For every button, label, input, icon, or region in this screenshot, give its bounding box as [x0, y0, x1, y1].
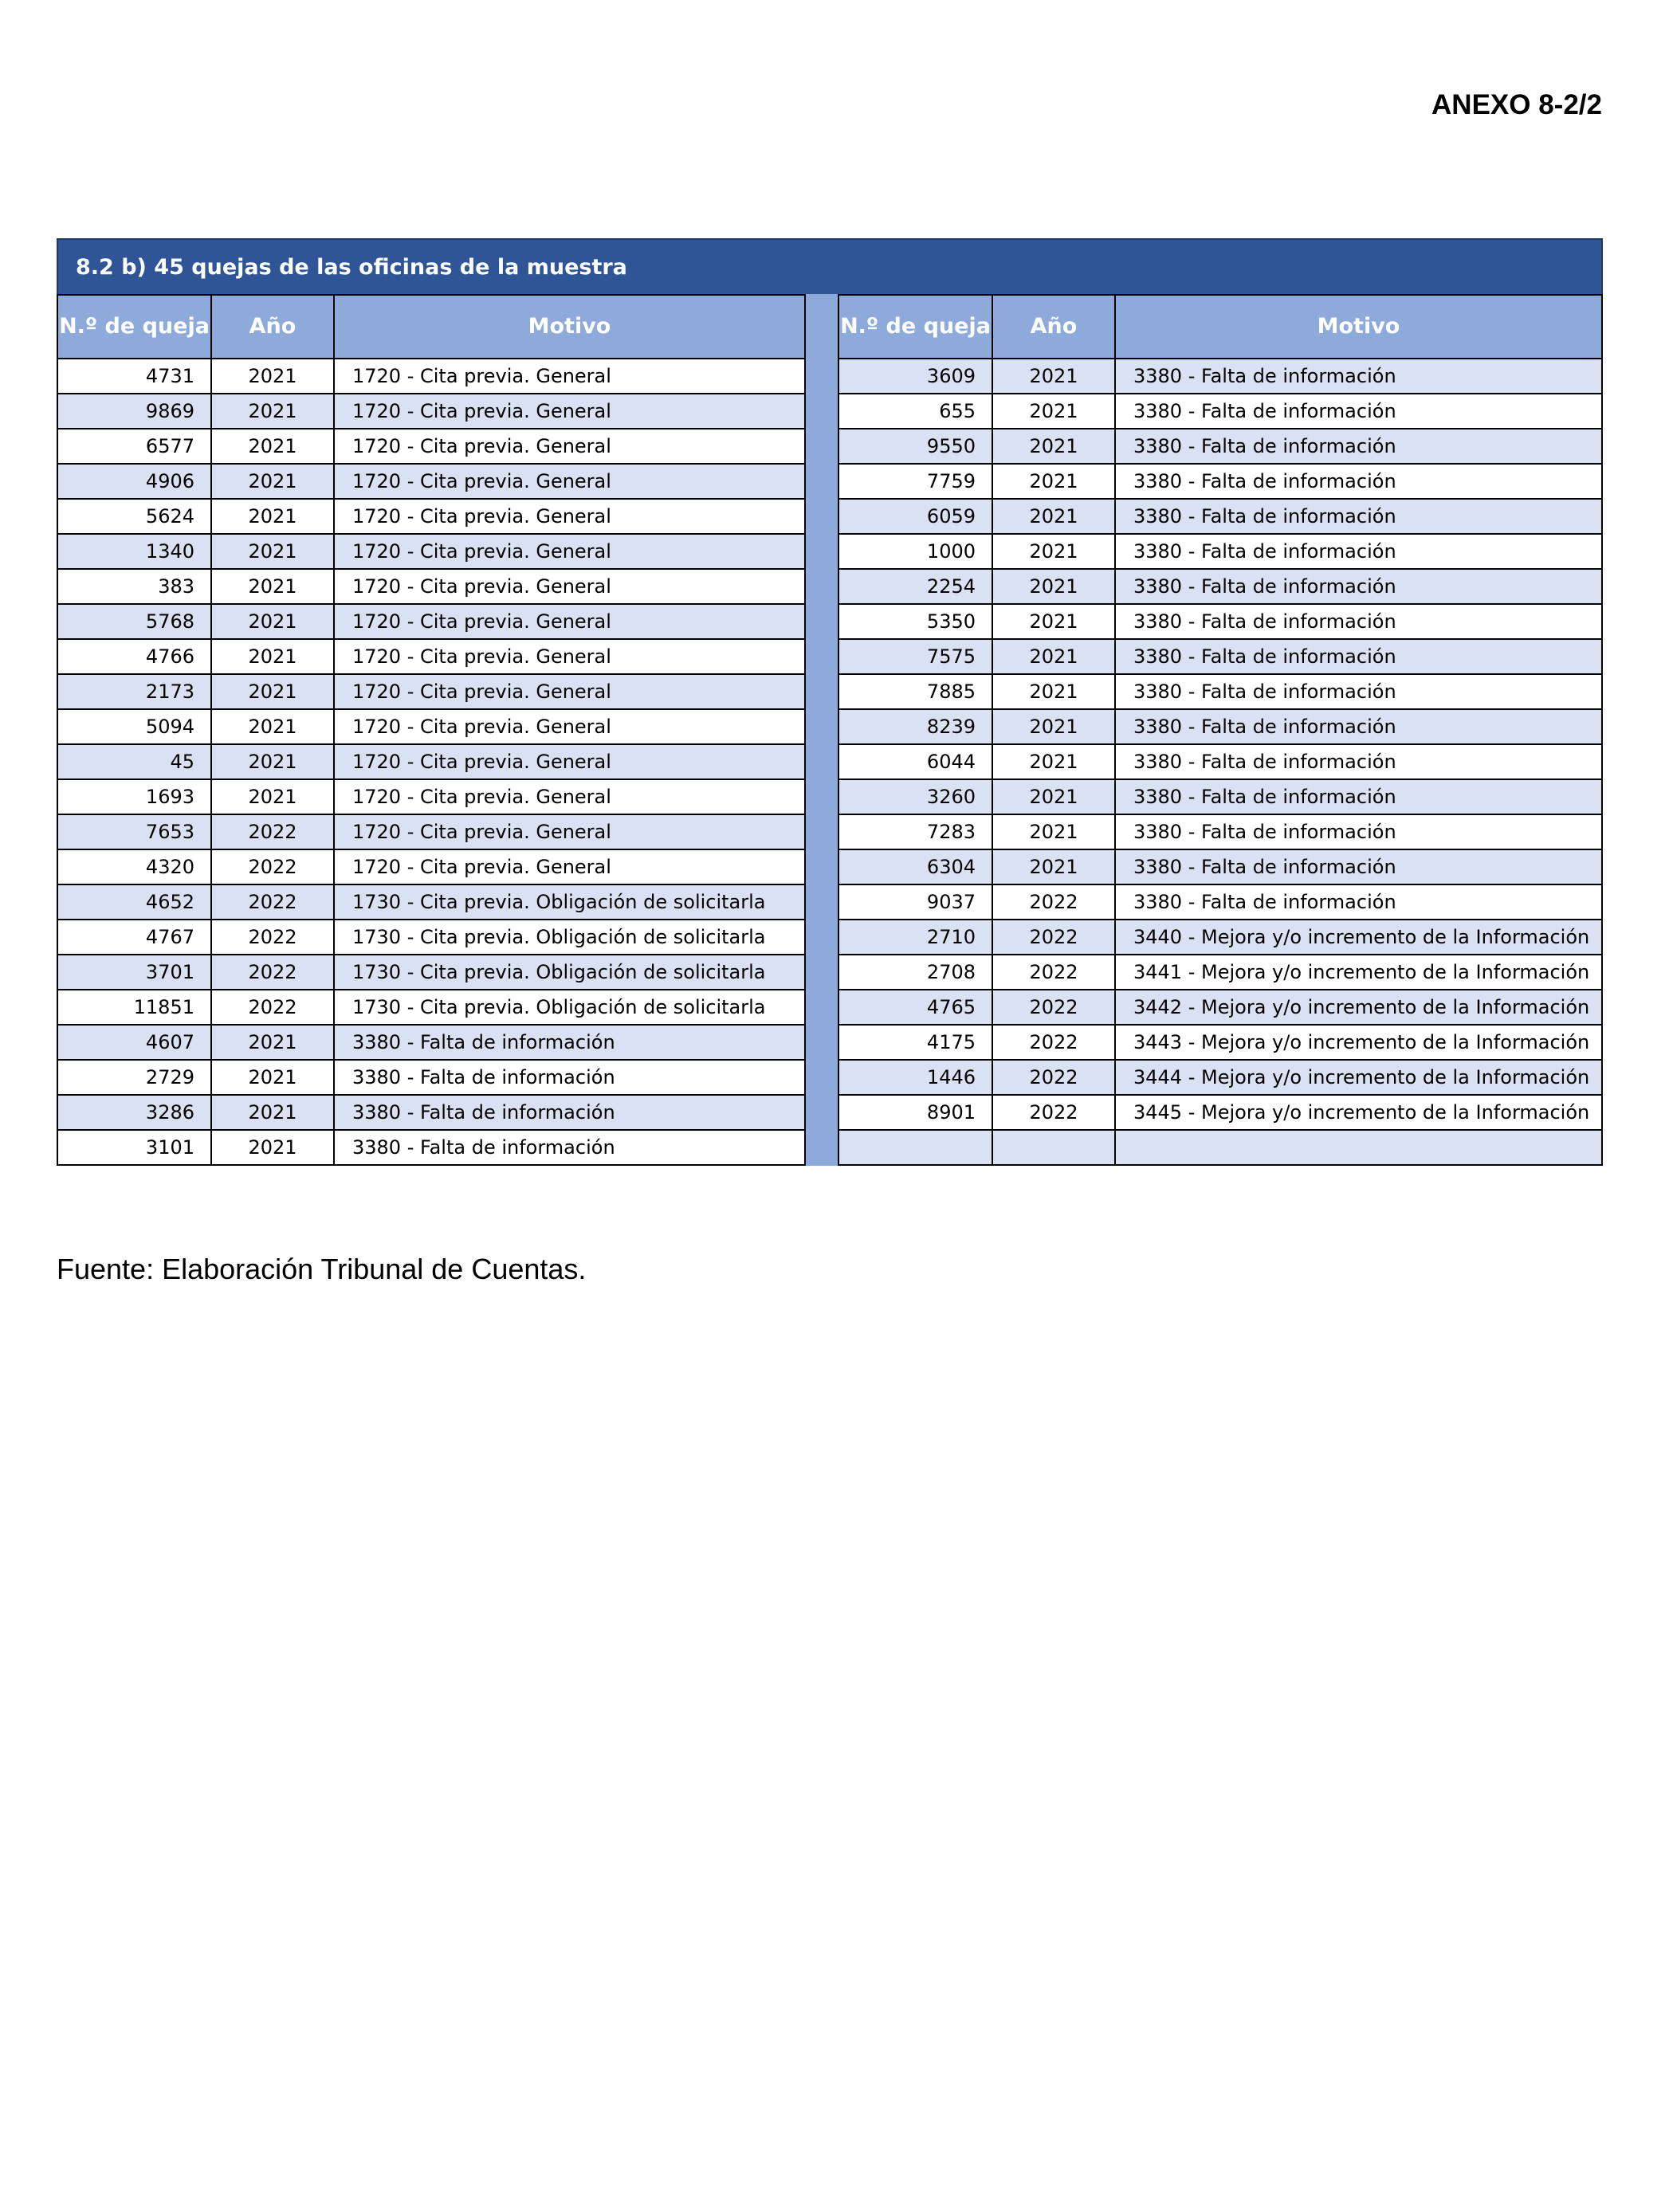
- table-row: [57, 849, 805, 884]
- complaint-year: 2021: [992, 534, 1115, 569]
- complaint-reason: 3380 - Falta de información: [334, 1060, 805, 1095]
- complaint-number: 4765: [838, 990, 992, 1025]
- complaint-reason: 1730 - Cita previa. Obligación de solicitarla: [334, 920, 805, 955]
- complaint-year: 2021: [992, 709, 1115, 744]
- complaint-reason: 1720 - Cita previa. General: [334, 464, 805, 499]
- complaint-reason: 3380 - Falta de información: [1115, 674, 1602, 709]
- complaint-reason: 3380 - Falta de información: [1115, 499, 1602, 534]
- complaint-year: 2021: [211, 779, 334, 814]
- complaint-year: 2021: [211, 1095, 334, 1130]
- complaint-number: 5350: [838, 604, 992, 639]
- table-row: [838, 744, 1602, 779]
- complaint-number: 1446: [838, 1060, 992, 1095]
- complaint-reason: 3380 - Falta de información: [1115, 604, 1602, 639]
- header-reason: Motivo: [1115, 295, 1602, 359]
- complaint-reason: 3380 - Falta de información: [334, 1130, 805, 1165]
- complaint-reason: 1720 - Cita previa. General: [334, 744, 805, 779]
- complaint-reason: 3380 - Falta de información: [1115, 884, 1602, 920]
- table-row: [57, 534, 805, 569]
- complaint-number: 9869: [57, 394, 211, 429]
- complaint-number: 2708: [838, 955, 992, 990]
- table-row: [57, 1060, 805, 1095]
- complaint-number: 9550: [838, 429, 992, 464]
- complaint-number: 6304: [838, 849, 992, 884]
- complaint-year: 2021: [992, 744, 1115, 779]
- complaint-year: [992, 1130, 1115, 1165]
- complaint-year: 2022: [992, 1025, 1115, 1060]
- complaint-number: 3286: [57, 1095, 211, 1130]
- complaint-reason: 1720 - Cita previa. General: [334, 709, 805, 744]
- header-year: Año: [211, 295, 334, 359]
- header-number: N.º de queja: [838, 295, 992, 359]
- complaint-number: 6059: [838, 499, 992, 534]
- complaint-year: 2022: [992, 920, 1115, 955]
- complaint-reason: 1720 - Cita previa. General: [334, 604, 805, 639]
- complaint-number: 4767: [57, 920, 211, 955]
- complaint-reason: 3445 - Mejora y/o incremento de la Información: [1115, 1095, 1602, 1130]
- complaint-year: 2021: [992, 674, 1115, 709]
- table-row: [57, 394, 805, 429]
- complaint-number: 7759: [838, 464, 992, 499]
- complaint-year: 2021: [211, 674, 334, 709]
- complaint-year: 2021: [211, 429, 334, 464]
- complaint-reason: 3380 - Falta de información: [1115, 849, 1602, 884]
- complaint-reason: 3380 - Falta de información: [1115, 394, 1602, 429]
- complaint-year: 2021: [992, 639, 1115, 674]
- left-table: [57, 294, 806, 1166]
- complaint-reason: 3443 - Mejora y/o incremento de la Información: [1115, 1025, 1602, 1060]
- table-row: [838, 464, 1602, 499]
- table-title: 8.2 b) 45 quejas de las oficinas de la muestra: [57, 238, 1603, 294]
- table-row: [838, 814, 1602, 849]
- table-row: [57, 1130, 805, 1165]
- table-row: [57, 674, 805, 709]
- table-row: [57, 920, 805, 955]
- complaint-year: 2021: [992, 814, 1115, 849]
- right-body: [838, 359, 1602, 1165]
- complaint-reason: 3380 - Falta de información: [1115, 779, 1602, 814]
- complaint-reason: 1720 - Cita previa. General: [334, 394, 805, 429]
- complaint-reason: 3380 - Falta de información: [334, 1025, 805, 1060]
- complaint-reason: 3380 - Falta de información: [1115, 814, 1602, 849]
- complaint-number: 655: [838, 394, 992, 429]
- table-row: [57, 709, 805, 744]
- complaint-reason: 3380 - Falta de información: [1115, 464, 1602, 499]
- complaint-reason: 3441 - Mejora y/o incremento de la Información: [1115, 955, 1602, 990]
- complaint-reason: 1720 - Cita previa. General: [334, 569, 805, 604]
- complaint-number: 3609: [838, 359, 992, 394]
- right-table: [838, 294, 1603, 1166]
- complaint-year: 2021: [211, 464, 334, 499]
- header-number: N.º de queja: [57, 295, 211, 359]
- column-separator: [806, 294, 838, 1166]
- complaint-year: 2021: [992, 604, 1115, 639]
- table-row: [838, 359, 1602, 394]
- complaint-number: 3101: [57, 1130, 211, 1165]
- complaint-reason: 3380 - Falta de información: [1115, 639, 1602, 674]
- complaints-table: [57, 238, 1603, 1166]
- table-row: [838, 394, 1602, 429]
- table-row: [57, 779, 805, 814]
- table-row: [838, 1060, 1602, 1095]
- complaint-number: 7885: [838, 674, 992, 709]
- complaint-year: 2022: [992, 955, 1115, 990]
- complaint-reason: 1720 - Cita previa. General: [334, 359, 805, 394]
- complaint-number: 4652: [57, 884, 211, 920]
- complaint-number: 4906: [57, 464, 211, 499]
- complaint-reason: 1720 - Cita previa. General: [334, 849, 805, 884]
- complaint-year: 2021: [992, 464, 1115, 499]
- complaint-reason: 1720 - Cita previa. General: [334, 499, 805, 534]
- complaint-year: 2022: [211, 884, 334, 920]
- complaint-year: 2021: [992, 359, 1115, 394]
- complaint-number: 6577: [57, 429, 211, 464]
- complaint-year: 2022: [992, 1095, 1115, 1130]
- complaint-year: 2022: [211, 920, 334, 955]
- table-row: [838, 1095, 1602, 1130]
- table-row: [57, 884, 805, 920]
- complaint-year: 2021: [211, 569, 334, 604]
- complaint-year: 2021: [211, 1025, 334, 1060]
- table-row: [838, 674, 1602, 709]
- complaint-year: 2022: [992, 1060, 1115, 1095]
- complaint-year: 2022: [992, 884, 1115, 920]
- table-row: [57, 814, 805, 849]
- complaint-reason: 1720 - Cita previa. General: [334, 674, 805, 709]
- complaint-number: 4607: [57, 1025, 211, 1060]
- header-reason: Motivo: [334, 295, 805, 359]
- complaint-number: 8901: [838, 1095, 992, 1130]
- complaint-reason: 3380 - Falta de información: [1115, 709, 1602, 744]
- complaint-number: 1000: [838, 534, 992, 569]
- complaint-number: 3260: [838, 779, 992, 814]
- table-row: [838, 849, 1602, 884]
- complaint-number: 2729: [57, 1060, 211, 1095]
- complaint-year: 2021: [211, 1060, 334, 1095]
- complaint-year: 2021: [211, 744, 334, 779]
- table-row: [57, 744, 805, 779]
- left-body: [57, 359, 805, 1165]
- complaint-number: 4320: [57, 849, 211, 884]
- complaint-year: 2022: [211, 814, 334, 849]
- complaint-reason: 3380 - Falta de información: [1115, 534, 1602, 569]
- complaint-year: 2021: [211, 394, 334, 429]
- complaint-number: 3701: [57, 955, 211, 990]
- table-row: [838, 920, 1602, 955]
- complaint-number: 2173: [57, 674, 211, 709]
- complaint-reason: 1730 - Cita previa. Obligación de solicitarla: [334, 955, 805, 990]
- table-row: [57, 359, 805, 394]
- complaint-reason: 1720 - Cita previa. General: [334, 639, 805, 674]
- complaint-reason: 1730 - Cita previa. Obligación de solicitarla: [334, 990, 805, 1025]
- complaint-reason: 3380 - Falta de información: [1115, 744, 1602, 779]
- complaint-number: 4731: [57, 359, 211, 394]
- complaint-reason: 3380 - Falta de información: [334, 1095, 805, 1130]
- complaint-year: 2021: [211, 604, 334, 639]
- complaint-reason: 3380 - Falta de información: [1115, 359, 1602, 394]
- table-row: [57, 429, 805, 464]
- complaint-reason: 1720 - Cita previa. General: [334, 534, 805, 569]
- table-row: [838, 604, 1602, 639]
- complaint-year: 2021: [992, 429, 1115, 464]
- table-row: [838, 884, 1602, 920]
- table-row: [57, 955, 805, 990]
- complaint-number: 383: [57, 569, 211, 604]
- complaint-year: 2021: [211, 709, 334, 744]
- complaint-number: 5768: [57, 604, 211, 639]
- table-row: [838, 429, 1602, 464]
- table-row: [838, 534, 1602, 569]
- table-row: [838, 779, 1602, 814]
- table-row: [838, 499, 1602, 534]
- complaint-number: 7575: [838, 639, 992, 674]
- complaint-year: 2021: [992, 779, 1115, 814]
- table-row: [838, 1130, 1602, 1165]
- complaint-reason: 1730 - Cita previa. Obligación de solicitarla: [334, 884, 805, 920]
- complaint-year: 2022: [211, 990, 334, 1025]
- complaint-number: 1340: [57, 534, 211, 569]
- header-year: Año: [992, 295, 1115, 359]
- complaint-year: 2022: [211, 955, 334, 990]
- annex-label: ANEXO 8-2/2: [1431, 89, 1602, 120]
- table-row: [57, 499, 805, 534]
- table-row: [838, 569, 1602, 604]
- table-row: [57, 464, 805, 499]
- complaint-reason: 3442 - Mejora y/o incremento de la Información: [1115, 990, 1602, 1025]
- complaint-reason: 1720 - Cita previa. General: [334, 429, 805, 464]
- table-row: [57, 569, 805, 604]
- complaint-number: 4766: [57, 639, 211, 674]
- table-row: [838, 990, 1602, 1025]
- table-row: [57, 1025, 805, 1060]
- complaint-reason: 1720 - Cita previa. General: [334, 779, 805, 814]
- complaint-number: 2710: [838, 920, 992, 955]
- complaint-reason: 3444 - Mejora y/o incremento de la Información: [1115, 1060, 1602, 1095]
- table-row: [838, 955, 1602, 990]
- complaint-number: 4175: [838, 1025, 992, 1060]
- table-row: [838, 639, 1602, 674]
- complaint-year: 2021: [211, 1130, 334, 1165]
- complaint-number: 5624: [57, 499, 211, 534]
- table-row: [57, 1095, 805, 1130]
- complaint-number: 11851: [57, 990, 211, 1025]
- complaint-year: 2022: [211, 849, 334, 884]
- table-row: [838, 1025, 1602, 1060]
- complaint-year: 2021: [992, 394, 1115, 429]
- complaint-number: 7283: [838, 814, 992, 849]
- source-note: Fuente: Elaboración Tribunal de Cuentas.: [57, 1253, 587, 1285]
- complaint-year: 2021: [992, 569, 1115, 604]
- complaint-reason: 1720 - Cita previa. General: [334, 814, 805, 849]
- complaint-number: 8239: [838, 709, 992, 744]
- complaint-number: [838, 1130, 992, 1165]
- complaint-number: 2254: [838, 569, 992, 604]
- complaint-number: 1693: [57, 779, 211, 814]
- complaint-year: 2021: [992, 849, 1115, 884]
- complaint-year: 2021: [211, 359, 334, 394]
- complaint-number: 5094: [57, 709, 211, 744]
- complaint-number: 7653: [57, 814, 211, 849]
- table-row: [838, 709, 1602, 744]
- complaint-reason: 3380 - Falta de información: [1115, 569, 1602, 604]
- complaint-number: 45: [57, 744, 211, 779]
- complaint-number: 6044: [838, 744, 992, 779]
- complaint-reason: 3380 - Falta de información: [1115, 429, 1602, 464]
- table-row: [57, 990, 805, 1025]
- complaint-year: 2021: [992, 499, 1115, 534]
- complaint-number: 9037: [838, 884, 992, 920]
- complaint-reason: [1115, 1130, 1602, 1165]
- complaint-year: 2022: [992, 990, 1115, 1025]
- complaint-reason: 3440 - Mejora y/o incremento de la Información: [1115, 920, 1602, 955]
- complaint-year: 2021: [211, 499, 334, 534]
- complaint-year: 2021: [211, 639, 334, 674]
- table-row: [57, 639, 805, 674]
- complaint-year: 2021: [211, 534, 334, 569]
- table-row: [57, 604, 805, 639]
